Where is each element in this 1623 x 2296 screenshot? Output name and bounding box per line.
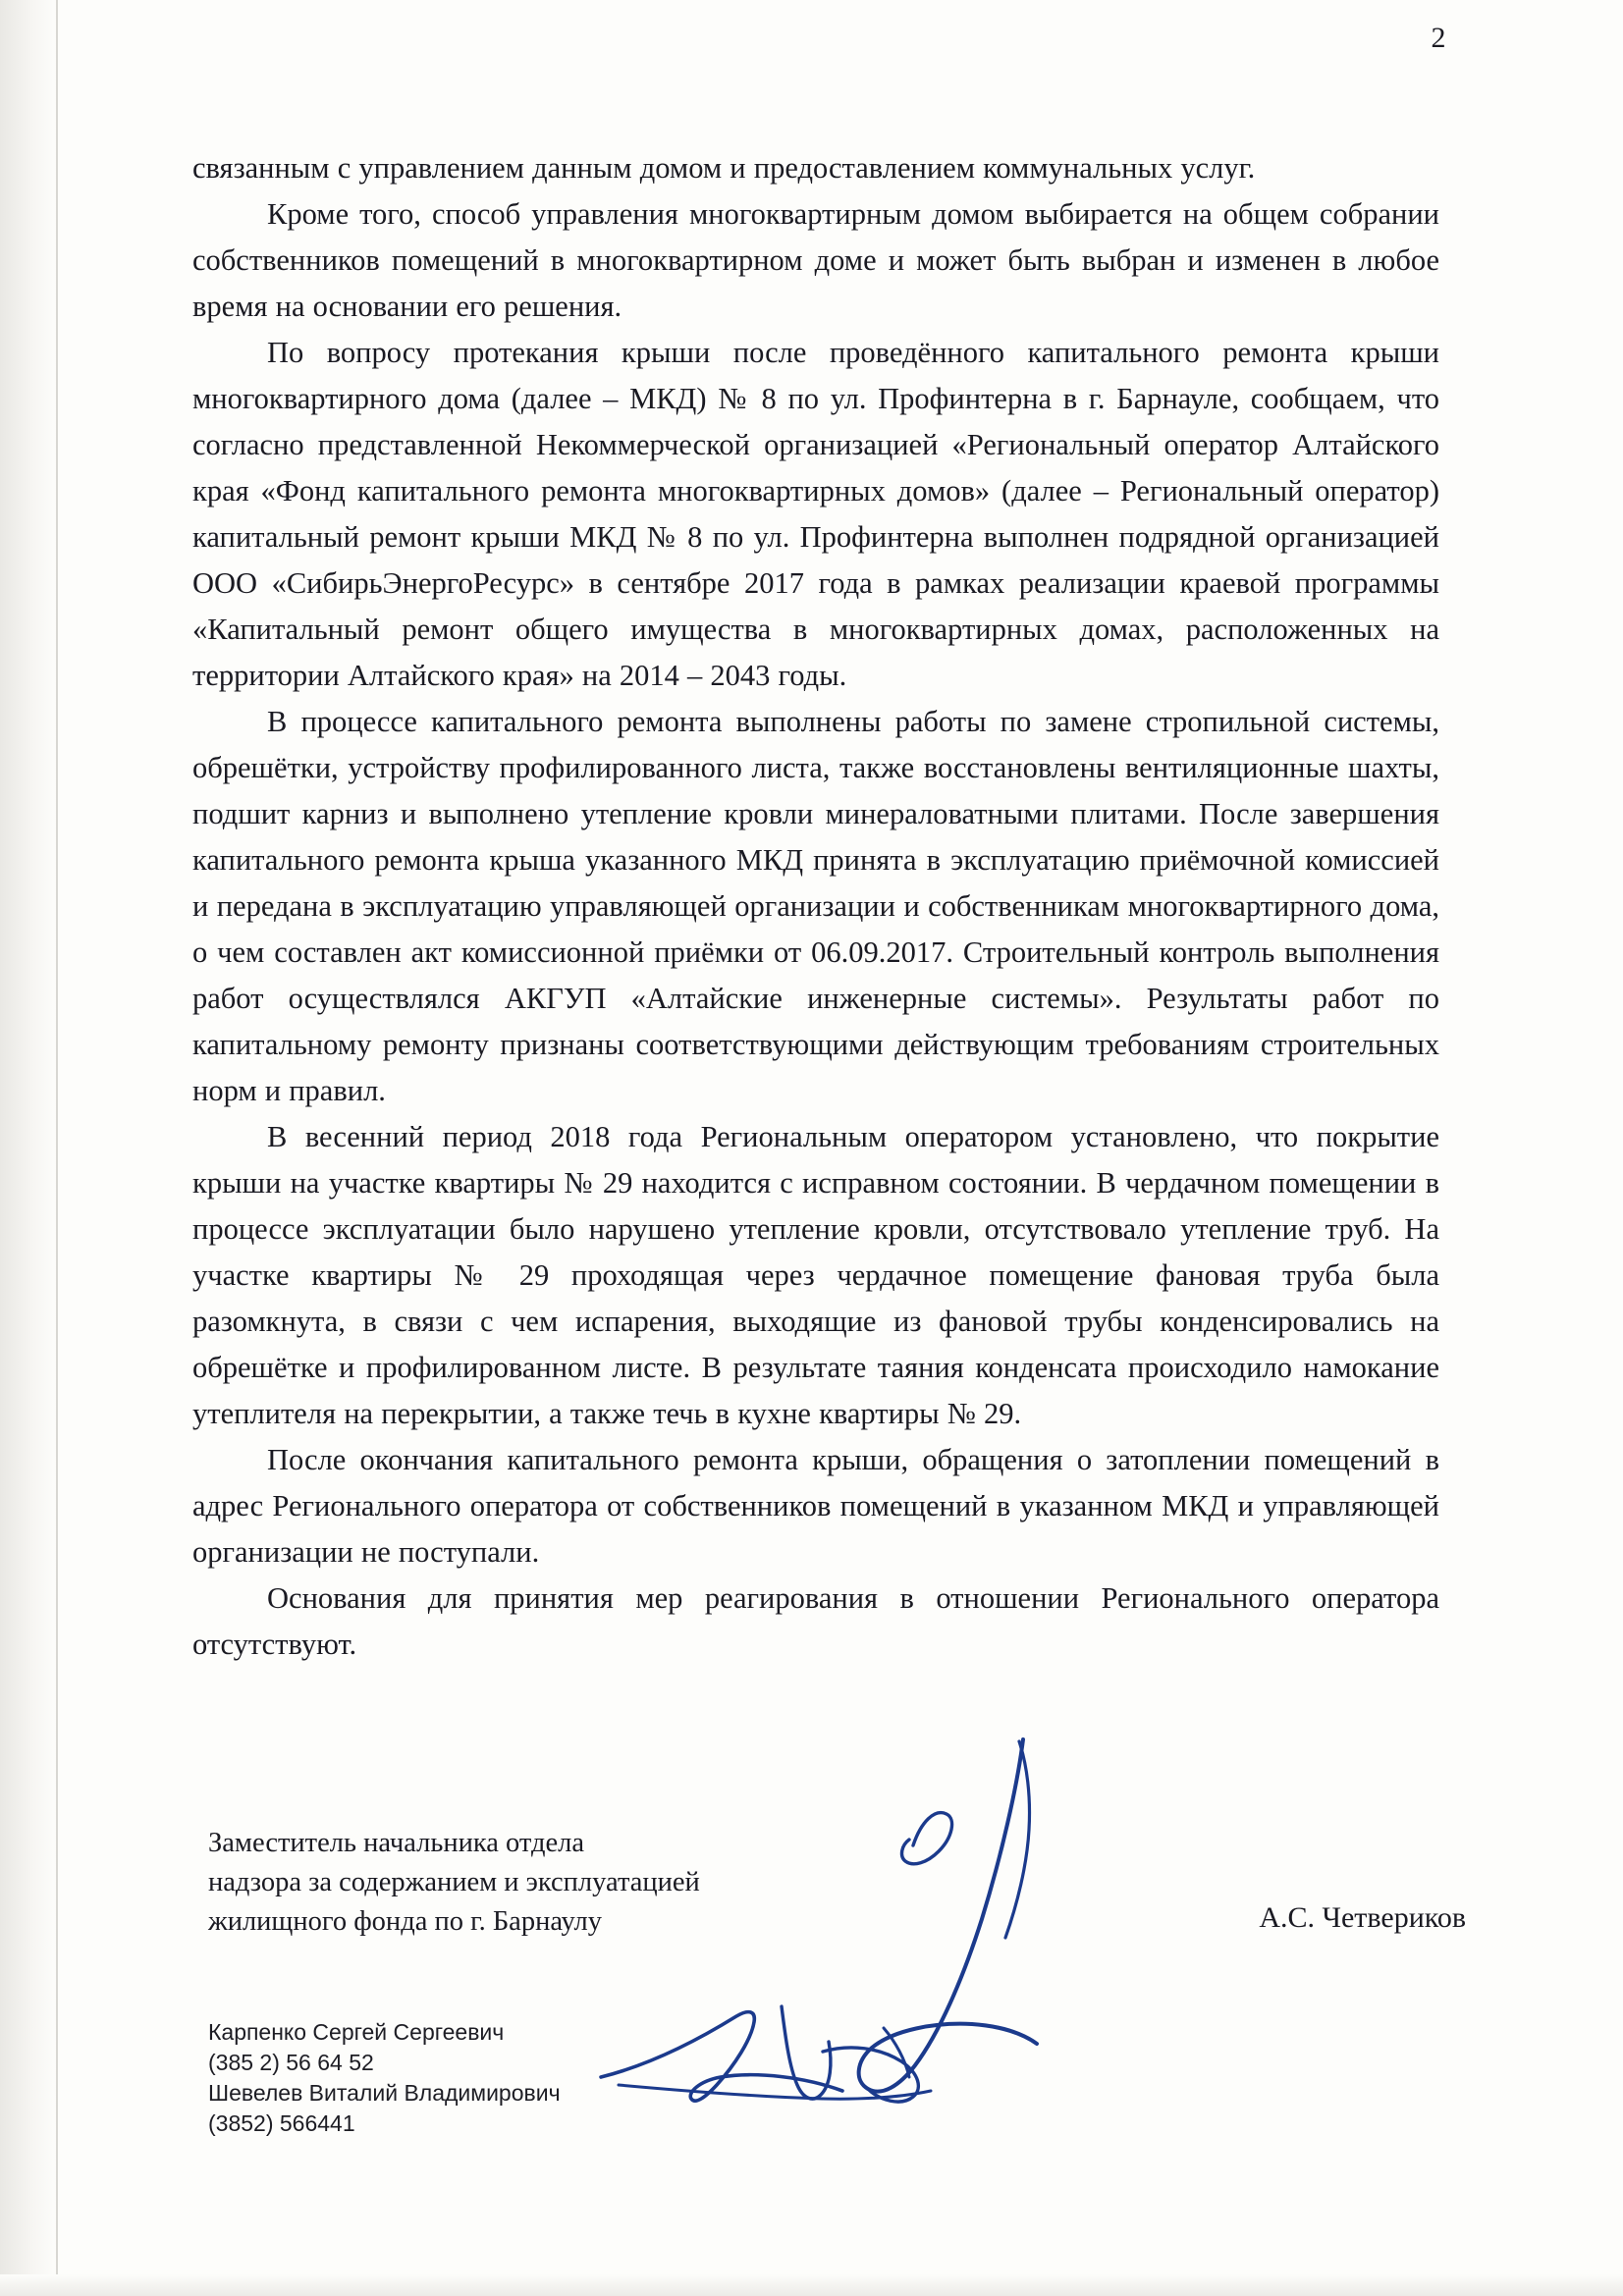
handwritten-countersignature-icon <box>589 1983 1001 2150</box>
contact-line: (385 2) 56 64 52 <box>208 2050 374 2075</box>
paragraph: Основания для принятия мер реагирования в отношении Регионального оператора отсутствуют. <box>192 1581 1439 1661</box>
paragraph: Кроме того, способ управления многоквартирным домом выбирается на общем собрании собственников помещений в многоквартирном доме и может быть выбран и изменен в любое время на основании его решения. <box>192 197 1439 323</box>
signer-name: А.С. Четвериков <box>1259 1901 1466 1934</box>
paragraph: В процессе капитального ремонта выполнены работы по замене стропильной системы, обрешётки, устройству профилированного листа, также восстановлены вентиляционные шахты, подшит карниз и выполнено утепление кровли минераловатными плитами. После завершения капитального ремонта крыша указанного МКД принята в эксплуатацию приёмочной комиссией и передана в эксплуатацию управляющей организации и собственникам многоквартирного дома, о чем составлен акт комиссионной приёмки от 06.09.2017. Строительный контроль выполнения работ осуществлялся АКГУП «Алтайские инженерные системы». Результаты работ по капитальному ремонту признаны соответствующими действующим требованиям строительных норм и правил. <box>192 705 1439 1107</box>
scan-edge-line <box>56 0 58 2296</box>
paragraph: В весенний период 2018 года Региональным оператором установлено, что покрытие крыши на участке квартиры № 29 находится с исправном состоянии. В чердачном помещении в процессе эксплуатации было нарушено утепление кровли, отсутствовало утепление труб. На участке квартиры № 29 проходящая через чердачное помещение фановая труба была разомкнута, в связи с чем испарения, выходящие из фановой трубы конденсировались на обрешётке и профилированном листе. В результате таяния конденсата происходило намокание утеплителя на перекрытии, а также течь в кухне квартиры № 29. <box>192 1120 1439 1430</box>
paragraph: связанным с управлением данным домом и предоставлением коммунальных услуг. <box>192 151 1256 185</box>
contact-line: Шевелев Виталий Владимирович <box>208 2080 561 2106</box>
signature-title-block <box>208 1824 895 1942</box>
signature-title-line: надзора за содержанием и эксплуатацией <box>208 1867 700 1897</box>
contact-block <box>208 2017 561 2139</box>
paragraph: По вопросу протекания крыши после проведённого капитального ремонта крыши многоквартирного дома (далее – МКД) № 8 по ул. Профинтерна в г. Барнауле, сообщаем, что согласно представленной Некоммерческой организацией «Региональный оператор Алтайского края «Фонд капитального ремонта многоквартирных домов» (далее – Региональный оператор) капитальный ремонт крыши МКД № 8 по ул. Профинтерна выполнен подрядной организацией ООО «СибирьЭнергоРесурс» в сентябре 2017 года в рамках реализации краевой программы «Капитальный ремонт общего имущества в многоквартирных домах, расположенных на территории Алтайского края» на 2014 – 2043 годы. <box>192 336 1439 692</box>
paragraph: После окончания капитального ремонта крыши, обращения о затоплении помещений в адрес Регионального оператора от собственников помещений в указанном МКД и управляющей организации не поступали. <box>192 1443 1439 1569</box>
document-body <box>192 145 1439 1668</box>
signature-title-line: жилищного фонда по г. Барнаулу <box>208 1906 603 1937</box>
page-number: 2 <box>1431 22 1446 54</box>
scan-edge-left <box>0 0 57 2296</box>
handwritten-signature-icon <box>844 1728 1198 2120</box>
contact-line: Карпенко Сергей Сергеевич <box>208 2019 505 2045</box>
signature-title-line: Заместитель начальника отдела <box>208 1828 585 1858</box>
scan-edge-bottom <box>0 2274 1623 2296</box>
contact-line: (3852) 566441 <box>208 2110 355 2136</box>
